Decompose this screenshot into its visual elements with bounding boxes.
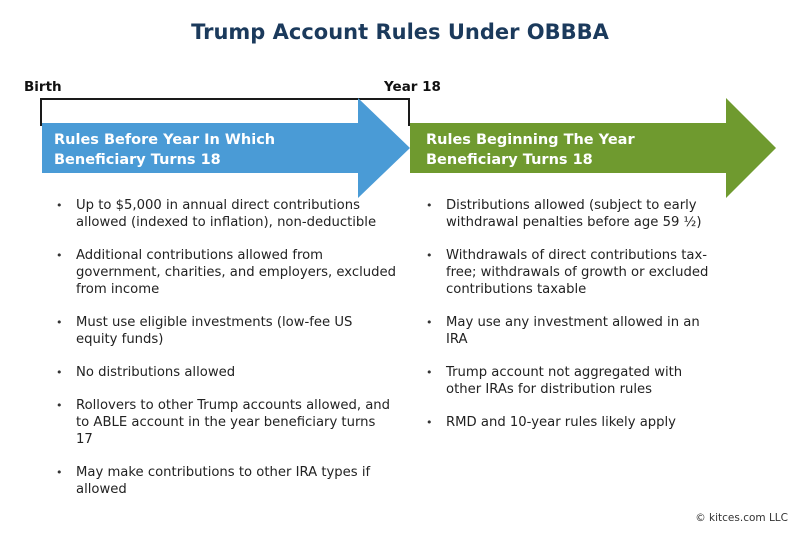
right-arrow-heading-line1: Rules Beginning The Year — [426, 132, 635, 148]
page-title: Trump Account Rules Under OBBBA — [191, 20, 609, 44]
list-item: • Must use eligible investments (low-fee US equity funds) — [56, 314, 396, 348]
left-arrow-heading-line2: Beneficiary Turns 18 — [54, 152, 221, 168]
list-item: • Additional contributions allowed from government, charities, and employers, excluded from income — [56, 247, 396, 298]
left-arrow-heading — [54, 130, 275, 170]
right-rules-list — [426, 197, 716, 447]
right-arrow-heading — [426, 130, 635, 170]
copyright-footer: © kitces.com LLC — [695, 512, 788, 524]
list-item: • Trump account not aggregated with other IRAs for distribution rules — [426, 364, 716, 398]
list-item: • May use any investment allowed in an IRA — [426, 314, 716, 348]
list-item: • Distributions allowed (subject to early withdrawal penalties before age 59 ½) — [426, 197, 716, 231]
right-arrow-heading-line2: Beneficiary Turns 18 — [426, 152, 593, 168]
list-item: • Rollovers to other Trump accounts allowed, and to ABLE account in the year beneficiary turns 17 — [56, 397, 396, 448]
timeline-year18-label: Year 18 — [384, 79, 441, 95]
list-item: • No distributions allowed — [56, 364, 396, 381]
left-rules-list — [56, 197, 396, 514]
list-item: • Up to $5,000 in annual direct contributions allowed (indexed to inflation), non-deductible — [56, 197, 396, 231]
left-arrow-heading-line1: Rules Before Year In Which — [54, 132, 276, 148]
list-item: • RMD and 10-year rules likely apply — [426, 414, 716, 431]
list-item: • May make contributions to other IRA types if allowed — [56, 464, 396, 498]
list-item: • Withdrawals of direct contributions tax-free; withdrawals of growth or excluded contributions taxable — [426, 247, 716, 298]
timeline-birth-label: Birth — [24, 79, 62, 95]
